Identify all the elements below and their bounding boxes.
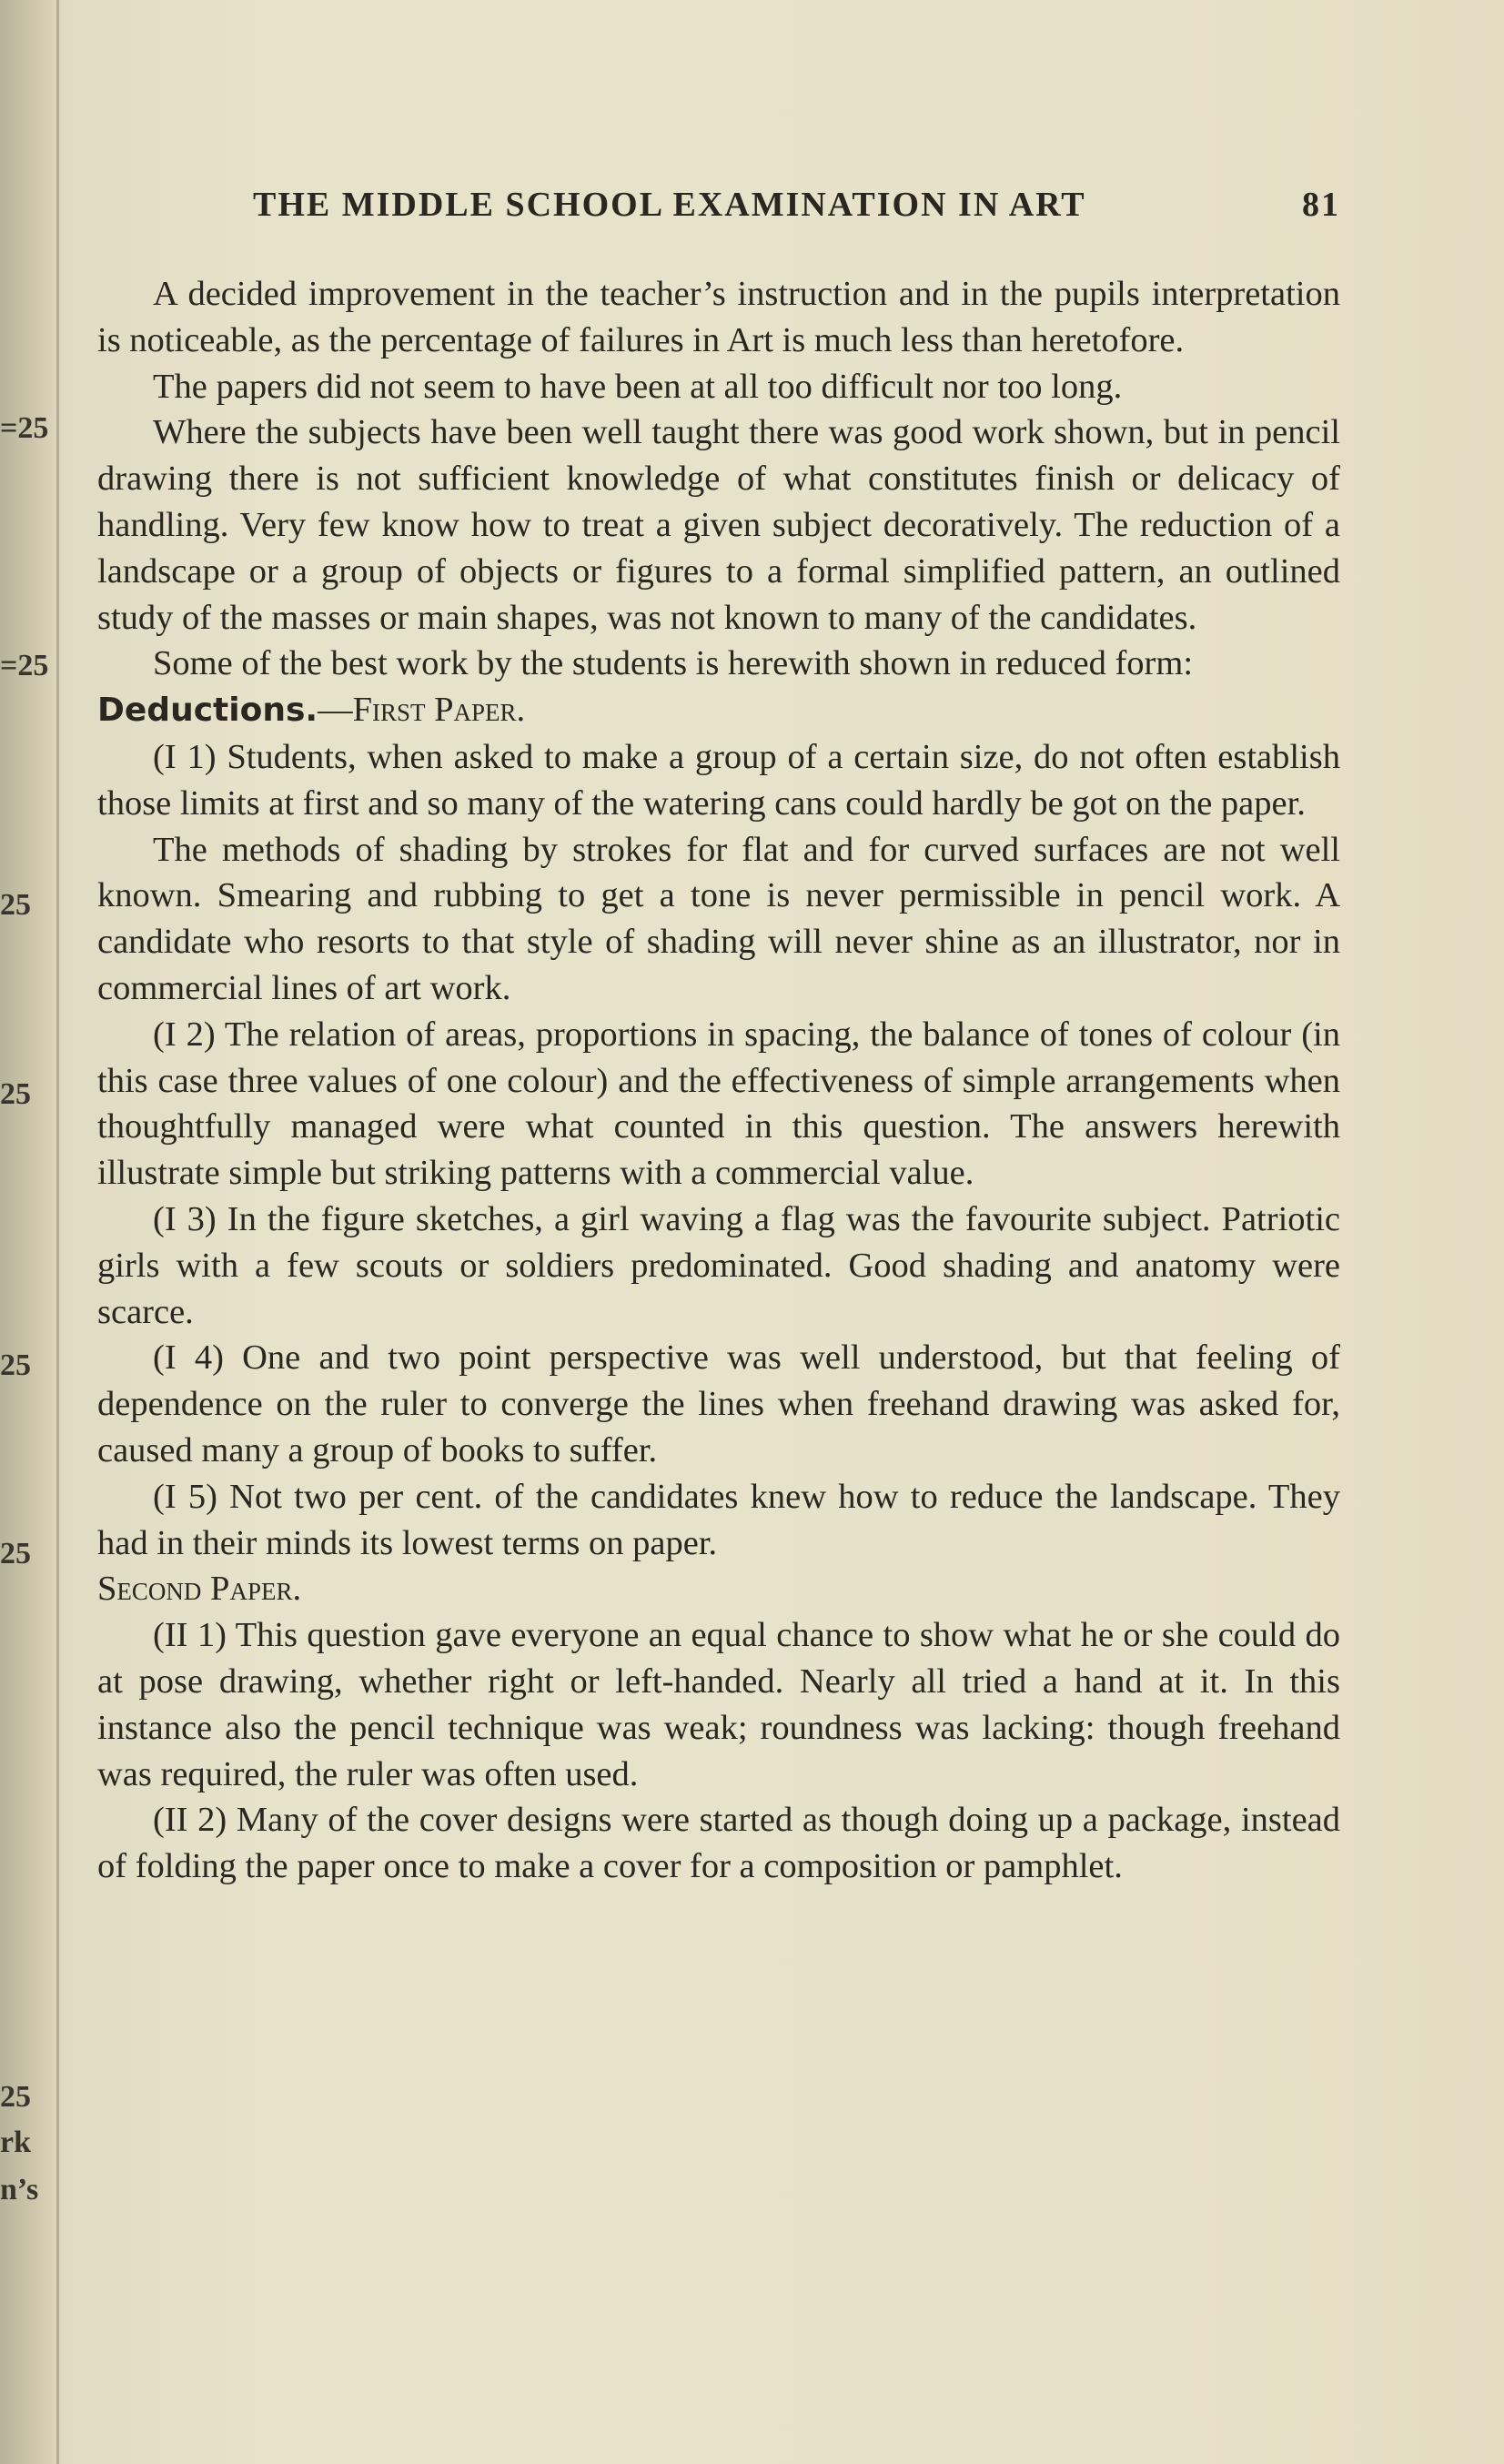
first-paper-item: (I 2) The relation of areas, proportions in spacing, the balance of tones of colour (in this case three values of one colour) and the effectiveness of simple arrangements when thoughtfully managed were what counted in this question. The answers herewith illustrate simple but striking patterns with a commercial value. bbox=[97, 1015, 1340, 1193]
second-paper-item: (II 1) This question gave everyone an equal chance to show what he or she could do at pose drawing, whether right or left-handed. Nearly all tried a hand at it. In this instance also the pencil technique was weak; roundness was lacking: though freehand was required, the ruler was often used. bbox=[97, 1616, 1340, 1793]
second-paper-heading: Second Paper. bbox=[97, 1570, 302, 1609]
first-paper-item: (I 1) Students, when asked to make a group of a certain size, do not often establish those limits at first and so many of the watering cans could hardly be got on the paper. bbox=[97, 737, 1340, 823]
deductions-label: Deductions. bbox=[97, 692, 318, 730]
paragraph: A decided improvement in the teacher’s instruction and in the pupils interpretation is noticeable, as the percentage of failures in Art is much less than heretofore. bbox=[97, 275, 1340, 359]
margin-mark: n’s bbox=[0, 2173, 39, 2206]
margin-mark: rk bbox=[0, 2126, 31, 2159]
margin-mark: =25 bbox=[0, 649, 49, 682]
body-text bbox=[97, 271, 1340, 1890]
second-paper-item: (II 2) Many of the cover designs were started as though doing up a package, instead of folding the paper once to make a cover for a composition or pamphlet. bbox=[97, 1801, 1340, 1886]
first-paper-heading: —First Paper. bbox=[318, 691, 526, 730]
page-gutter bbox=[56, 0, 59, 2464]
margin-mark: =25 bbox=[0, 411, 49, 445]
margin-mark: 25 bbox=[0, 2080, 31, 2114]
margin-mark: 25 bbox=[0, 1348, 31, 1382]
first-paper-item: (I 3) In the figure sketches, a girl waving a flag was the favourite subject. Patriotic girls with a few scouts or soldiers predominated. Good shading and anatomy were scarce. bbox=[97, 1199, 1340, 1331]
first-paper-item: (I 4) One and two point perspective was well understood, but that feeling of dependence on the ruler to converge the lines when freehand drawing was asked for, caused many a group of books to suffer. bbox=[97, 1338, 1340, 1469]
deductions-heading bbox=[97, 687, 1340, 734]
running-header bbox=[253, 185, 1340, 230]
margin-mark: 25 bbox=[0, 1077, 31, 1111]
first-paper-item: The methods of shading by strokes for flat and for curved surfaces are not well known. Smearing and rubbing to get a tone is never permissible in pencil work. A candidate who resorts to that style of shading will never shine as an illustrator, nor in commercial lines of art work. bbox=[97, 830, 1340, 1007]
page-number: 81 bbox=[1302, 186, 1340, 224]
margin-mark: 25 bbox=[0, 888, 31, 922]
paragraph: Some of the best work by the students is herewith shown in reduced form: bbox=[153, 644, 1194, 683]
running-title: THE MIDDLE SCHOOL EXAMINATION IN ART bbox=[253, 186, 1086, 224]
first-paper-item: (I 5) Not two per cent. of the candidates knew how to reduce the landscape. They had in their minds its lowest terms on paper. bbox=[97, 1477, 1340, 1562]
paragraph: The papers did not seem to have been at all too difficult nor too long. bbox=[153, 367, 1123, 406]
paragraph: Where the subjects have been well taught there was good work shown, but in pencil drawing there is not sufficient knowledge of what constitutes finish or delicacy of handling. Very few know how to treat a given subject decoratively. The reduction of a landscape or a group of objects or figures to a formal simplified pattern, an outlined study of the masses or main shapes, was not known to many of the candidates. bbox=[97, 413, 1340, 637]
margin-mark: 25 bbox=[0, 1537, 31, 1570]
